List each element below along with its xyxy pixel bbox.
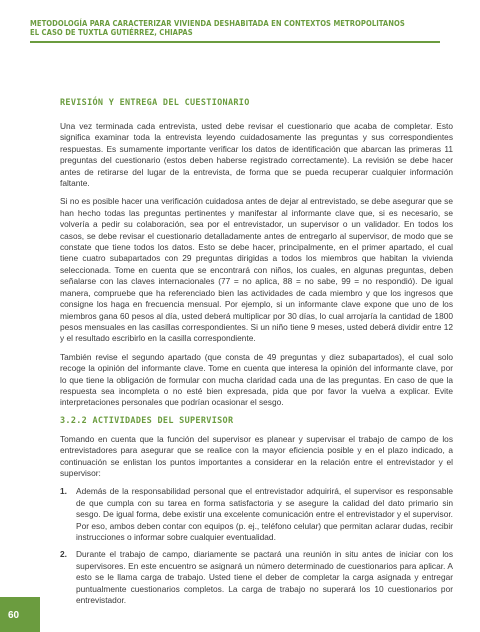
header-rule — [30, 41, 440, 43]
subsection-title: 3.2.2 ACTIVIDADES DEL SUPERVISOR — [60, 415, 234, 426]
list-item-text: Además de la responsabilidad personal que el entrevistador adquirirá, el supervisor es responsable de que cumpla con su tarea en forma satisfactoria y se asegure la calidad del dato primario sin sesgo. De igual forma, debe existir una excelente comunicación entre el entrevistador y el supervisor. Por eso, ambos deben contar con equipos (p. ej., teléfono celular) que permitan aclarar dudas, recibir instrucciones o informar sobre cualquier eventualidad. — [76, 486, 453, 542]
header-subtitle: EL CASO DE TUXTLA GUTIÉRREZ, CHIAPAS — [30, 28, 193, 37]
list-item — [60, 549, 453, 606]
paragraph-1: Una vez terminada cada entrevista, usted debe revisar el cuestionario que acaba de completar. Esto significa examinar toda la entrevista leyendo cuidadosamente las preguntas y sus correspondientes respuestas. Es sumamente importante verificar los datos de identificación que abarcan las primeras 11 preguntas del cuestionario (estos deben haberse registrado correctamente). La revisión se debe hacer antes de retirarse del lugar de la entrevista, de forma que se pueda recuperar cualquier información faltante. — [60, 121, 453, 189]
paragraph-2: Si no es posible hacer una verificación cuidadosa antes de dejar al entrevistado, se debe asegurar que se han hecho todas las preguntas pertinentes y manifestar al informante clave que, si es necesario, se volvería a pedir su colaboración, sea por el entrevistador, un supervisor o un validador. En todos los casos, se debe revisar el cuestionario detalladamente antes de entregarlo al supervisor, de modo que se constate que tiene todos los datos. Esto se debe hacer, principalmente, en el primer apartado, el cual tiene cuatro subapartados con 29 preguntas dirigidas a todos los miembros que habitan la vivienda seleccionada. Tome en cuenta que se encontrará con niños, los cuales, en algunas preguntas, deben señalarse con las claves internacionales (77 = no aplica, 88 = no sabe, 99 = no respondió). De igual manera, compruebe que ha referenciado bien las actividades de cada miembro y que los ingresos que consigne los haga en frecuencia mensual. Por ejemplo, si un informante clave expone que uno de los miembros gana 60 pesos al día, usted deberá multiplicar por 30 días, lo cual arrojaría la cantidad de 1800 pesos mensuales en las casillas correspondientes. Si un niño tiene 9 meses, usted deberá dividir entre 12 y el resultado escribirlo en la casilla correspondiente. — [60, 196, 453, 344]
page-number: 60 — [8, 610, 20, 621]
paragraph-3: También revise el segundo apartado (que consta de 49 preguntas y diez subapartados), el cual solo recoge la opinión del informante clave. Tome en cuenta que interesa la opinión del informante clave, por lo que tiene la obligación de formular con mucha claridad cada una de las preguntas. En caso de que la respuesta sea incompleta o no esté bien expresada, pida que por favor la vuelva a explicar. Evite interpretaciones personales que podrían ocasionar el sesgo. — [60, 351, 453, 408]
section-title: REVISIÓN Y ENTREGA DEL CUESTIONARIO — [60, 98, 250, 108]
list-item-number: 2. — [60, 549, 67, 560]
page-number-badge — [0, 597, 40, 632]
list-item — [60, 486, 453, 543]
list-item-text: Durante el trabajo de campo, diariamente se pactará una reunión in situ antes de iniciar con los supervisores. En este encuentro se asignará un número determinado de cuestionarios para aplicar. A esto se le llama carga de trabajo. Usted tiene el deber de completar la carga asignada y entregar puntualmente cuestionarios completos. La carga de trabajo no superará los 10 cuestionarios por entrevistador. — [76, 549, 453, 606]
supervisor-list — [60, 486, 453, 606]
header-title: METODOLOGÍA PARA CARACTERIZAR VIVIENDA DESHABITADA EN CONTEXTOS METROPOLITANOS — [30, 19, 405, 28]
running-header — [30, 19, 460, 43]
subsection-intro: Tomando en cuenta que la función del supervisor es planear y supervisar el trabajo de campo de los entrevistadores para asegurar que se realice con la mayor eficiencia posible y en el plazo indicado, a continuación se enlistan los puntos importantes a considerar en la relación entre el entrevistador y el supervisor: — [60, 433, 453, 478]
page-content — [60, 98, 453, 612]
list-item-number: 1. — [60, 486, 67, 497]
